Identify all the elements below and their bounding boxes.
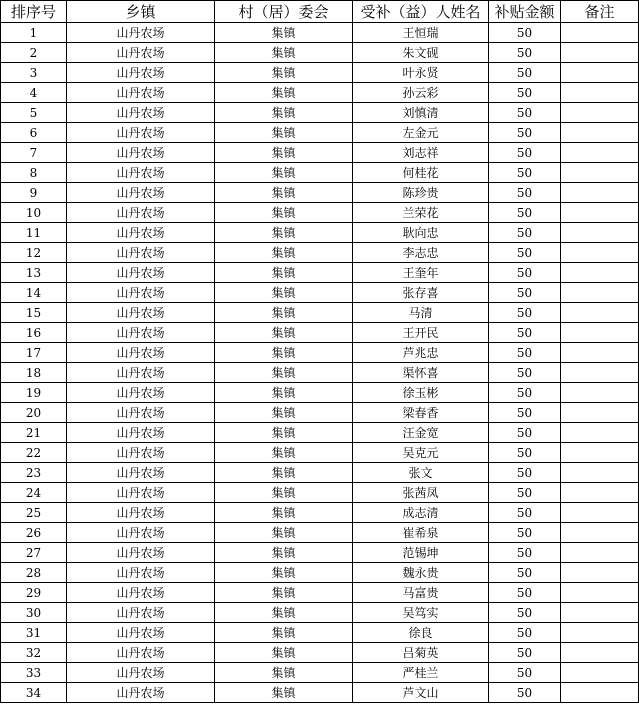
village-committee-cell: 集镇 [215,143,353,163]
remarks-cell [561,543,639,563]
subsidy-amount-cell: 50 [489,603,561,623]
table-row [1,683,639,703]
remarks-cell [561,183,639,203]
header-subsidy-amount: 补贴金额 [489,1,561,23]
subsidy-amount-cell: 50 [489,503,561,523]
recipient-name-cell: 马清 [353,303,489,323]
township-cell: 山丹农场 [67,243,215,263]
village-committee-cell: 集镇 [215,483,353,503]
village-committee-cell: 集镇 [215,123,353,143]
header-remarks: 备注 [561,1,639,23]
subsidy-amount-cell: 50 [489,203,561,223]
table-row [1,663,639,683]
header-row [1,1,639,23]
township-cell: 山丹农场 [67,503,215,523]
recipient-name-cell: 崔希泉 [353,523,489,543]
recipient-name-cell: 吴克元 [353,443,489,463]
table-row [1,563,639,583]
table-row [1,623,639,643]
subsidy-amount-cell: 50 [489,63,561,83]
table-row [1,243,639,263]
township-cell: 山丹农场 [67,363,215,383]
table-row [1,383,639,403]
serial-cell: 3 [1,63,67,83]
township-cell: 山丹农场 [67,283,215,303]
recipient-name-cell: 兰荣花 [353,203,489,223]
recipient-name-cell: 何桂花 [353,163,489,183]
remarks-cell [561,623,639,643]
subsidy-amount-cell: 50 [489,143,561,163]
remarks-cell [561,403,639,423]
subsidy-amount-cell: 50 [489,643,561,663]
recipient-name-cell: 陈珍贵 [353,183,489,203]
serial-cell: 27 [1,543,67,563]
table-row [1,203,639,223]
serial-cell: 15 [1,303,67,323]
table-row [1,303,639,323]
township-cell: 山丹农场 [67,63,215,83]
serial-cell: 23 [1,463,67,483]
subsidy-amount-cell: 50 [489,523,561,543]
remarks-cell [561,363,639,383]
remarks-cell [561,463,639,483]
table-row [1,83,639,103]
remarks-cell [561,203,639,223]
subsidy-amount-cell: 50 [489,443,561,463]
recipient-name-cell: 成志清 [353,503,489,523]
village-committee-cell: 集镇 [215,103,353,123]
serial-cell: 8 [1,163,67,183]
village-committee-cell: 集镇 [215,203,353,223]
table-row [1,363,639,383]
serial-cell: 17 [1,343,67,363]
village-committee-cell: 集镇 [215,323,353,343]
village-committee-cell: 集镇 [215,223,353,243]
remarks-cell [561,303,639,323]
remarks-cell [561,143,639,163]
township-cell: 山丹农场 [67,383,215,403]
remarks-cell [561,43,639,63]
township-cell: 山丹农场 [67,623,215,643]
township-cell: 山丹农场 [67,463,215,483]
township-cell: 山丹农场 [67,603,215,623]
remarks-cell [561,663,639,683]
table-row [1,163,639,183]
subsidy-amount-cell: 50 [489,283,561,303]
recipient-name-cell: 魏永贵 [353,563,489,583]
recipient-name-cell: 王恒瑞 [353,23,489,43]
remarks-cell [561,83,639,103]
village-committee-cell: 集镇 [215,83,353,103]
table-row [1,323,639,343]
recipient-name-cell: 徐玉彬 [353,383,489,403]
serial-cell: 18 [1,363,67,383]
subsidy-amount-cell: 50 [489,583,561,603]
serial-cell: 16 [1,323,67,343]
township-cell: 山丹农场 [67,23,215,43]
recipient-name-cell: 张文 [353,463,489,483]
recipient-name-cell: 汪金宽 [353,423,489,443]
table-row [1,423,639,443]
serial-cell: 30 [1,603,67,623]
village-committee-cell: 集镇 [215,183,353,203]
subsidy-amount-cell: 50 [489,103,561,123]
village-committee-cell: 集镇 [215,43,353,63]
subsidy-amount-cell: 50 [489,23,561,43]
recipient-name-cell: 王奎年 [353,263,489,283]
recipient-name-cell: 马富贵 [353,583,489,603]
township-cell: 山丹农场 [67,583,215,603]
village-committee-cell: 集镇 [215,543,353,563]
subsidy-amount-cell: 50 [489,383,561,403]
serial-cell: 11 [1,223,67,243]
subsidy-amount-cell: 50 [489,183,561,203]
village-committee-cell: 集镇 [215,523,353,543]
subsidy-amount-cell: 50 [489,363,561,383]
township-cell: 山丹农场 [67,443,215,463]
serial-cell: 25 [1,503,67,523]
recipient-name-cell: 吕菊英 [353,643,489,663]
remarks-cell [561,223,639,243]
township-cell: 山丹农场 [67,523,215,543]
serial-cell: 13 [1,263,67,283]
remarks-cell [561,283,639,303]
village-committee-cell: 集镇 [215,243,353,263]
township-cell: 山丹农场 [67,323,215,343]
remarks-cell [561,163,639,183]
remarks-cell [561,343,639,363]
township-cell: 山丹农场 [67,343,215,363]
village-committee-cell: 集镇 [215,423,353,443]
remarks-cell [561,423,639,443]
remarks-cell [561,383,639,403]
serial-cell: 24 [1,483,67,503]
township-cell: 山丹农场 [67,263,215,283]
subsidy-amount-cell: 50 [489,243,561,263]
serial-cell: 33 [1,663,67,683]
remarks-cell [561,103,639,123]
table-body [1,23,639,703]
township-cell: 山丹农场 [67,183,215,203]
table-row [1,343,639,363]
remarks-cell [561,583,639,603]
subsidy-amount-cell: 50 [489,163,561,183]
township-cell: 山丹农场 [67,103,215,123]
remarks-cell [561,443,639,463]
recipient-name-cell: 张茜凤 [353,483,489,503]
table-row [1,183,639,203]
village-committee-cell: 集镇 [215,163,353,183]
table-row [1,143,639,163]
serial-cell: 7 [1,143,67,163]
subsidy-amount-cell: 50 [489,563,561,583]
village-committee-cell: 集镇 [215,263,353,283]
serial-cell: 34 [1,683,67,703]
village-committee-cell: 集镇 [215,623,353,643]
township-cell: 山丹农场 [67,303,215,323]
recipient-name-cell: 张存喜 [353,283,489,303]
recipient-name-cell: 左金元 [353,123,489,143]
village-committee-cell: 集镇 [215,303,353,323]
remarks-cell [561,643,639,663]
serial-cell: 9 [1,183,67,203]
township-cell: 山丹农场 [67,83,215,103]
subsidy-amount-cell: 50 [489,683,561,703]
table-row [1,403,639,423]
header-village-committee: 村（居）委会 [215,1,353,23]
subsidy-amount-cell: 50 [489,423,561,443]
header-serial: 排序号 [1,1,67,23]
recipient-name-cell: 梁春香 [353,403,489,423]
remarks-cell [561,603,639,623]
remarks-cell [561,63,639,83]
header-recipient-name: 受补（益）人姓名 [353,1,489,23]
recipient-name-cell: 刘慎清 [353,103,489,123]
remarks-cell [561,323,639,343]
subsidy-amount-cell: 50 [489,403,561,423]
serial-cell: 5 [1,103,67,123]
serial-cell: 1 [1,23,67,43]
township-cell: 山丹农场 [67,143,215,163]
serial-cell: 20 [1,403,67,423]
subsidy-amount-cell: 50 [489,663,561,683]
recipient-name-cell: 耿向忠 [353,223,489,243]
subsidy-amount-cell: 50 [489,323,561,343]
recipient-name-cell: 渠怀喜 [353,363,489,383]
village-committee-cell: 集镇 [215,363,353,383]
serial-cell: 32 [1,643,67,663]
table-row [1,483,639,503]
remarks-cell [561,123,639,143]
township-cell: 山丹农场 [67,163,215,183]
table-row [1,643,639,663]
township-cell: 山丹农场 [67,543,215,563]
table-row [1,503,639,523]
township-cell: 山丹农场 [67,223,215,243]
village-committee-cell: 集镇 [215,643,353,663]
serial-cell: 14 [1,283,67,303]
recipient-name-cell: 朱文砚 [353,43,489,63]
remarks-cell [561,683,639,703]
serial-cell: 19 [1,383,67,403]
remarks-cell [561,263,639,283]
table-row [1,43,639,63]
table-row [1,63,639,83]
table-row [1,103,639,123]
serial-cell: 26 [1,523,67,543]
village-committee-cell: 集镇 [215,683,353,703]
serial-cell: 4 [1,83,67,103]
table-row [1,283,639,303]
remarks-cell [561,483,639,503]
recipient-name-cell: 孙云彩 [353,83,489,103]
village-committee-cell: 集镇 [215,563,353,583]
township-cell: 山丹农场 [67,423,215,443]
township-cell: 山丹农场 [67,663,215,683]
serial-cell: 28 [1,563,67,583]
table-row [1,583,639,603]
village-committee-cell: 集镇 [215,663,353,683]
recipient-name-cell: 芦文山 [353,683,489,703]
village-committee-cell: 集镇 [215,343,353,363]
recipient-name-cell: 芦兆忠 [353,343,489,363]
village-committee-cell: 集镇 [215,603,353,623]
remarks-cell [561,243,639,263]
village-committee-cell: 集镇 [215,583,353,603]
subsidy-amount-cell: 50 [489,343,561,363]
table-row [1,263,639,283]
table-row [1,223,639,243]
serial-cell: 31 [1,623,67,643]
village-committee-cell: 集镇 [215,443,353,463]
table-row [1,543,639,563]
recipient-name-cell: 李志忠 [353,243,489,263]
township-cell: 山丹农场 [67,43,215,63]
header-township: 乡镇 [67,1,215,23]
subsidy-amount-cell: 50 [489,123,561,143]
township-cell: 山丹农场 [67,563,215,583]
village-committee-cell: 集镇 [215,463,353,483]
recipient-name-cell: 吴笃实 [353,603,489,623]
table-row [1,23,639,43]
table-row [1,603,639,623]
remarks-cell [561,23,639,43]
subsidy-amount-cell: 50 [489,263,561,283]
recipient-name-cell: 徐良 [353,623,489,643]
subsidy-amount-cell: 50 [489,483,561,503]
township-cell: 山丹农场 [67,643,215,663]
serial-cell: 2 [1,43,67,63]
recipient-name-cell: 范锡坤 [353,543,489,563]
remarks-cell [561,563,639,583]
village-committee-cell: 集镇 [215,503,353,523]
subsidy-amount-cell: 50 [489,43,561,63]
subsidy-amount-cell: 50 [489,83,561,103]
subsidy-amount-cell: 50 [489,223,561,243]
township-cell: 山丹农场 [67,683,215,703]
subsidy-amount-cell: 50 [489,303,561,323]
village-committee-cell: 集镇 [215,283,353,303]
township-cell: 山丹农场 [67,123,215,143]
serial-cell: 10 [1,203,67,223]
serial-cell: 21 [1,423,67,443]
table-row [1,463,639,483]
village-committee-cell: 集镇 [215,63,353,83]
remarks-cell [561,503,639,523]
table-row [1,123,639,143]
village-committee-cell: 集镇 [215,383,353,403]
serial-cell: 6 [1,123,67,143]
township-cell: 山丹农场 [67,483,215,503]
table-row [1,523,639,543]
remarks-cell [561,523,639,543]
serial-cell: 12 [1,243,67,263]
recipient-name-cell: 王开民 [353,323,489,343]
serial-cell: 22 [1,443,67,463]
serial-cell: 29 [1,583,67,603]
subsidy-amount-cell: 50 [489,623,561,643]
village-committee-cell: 集镇 [215,23,353,43]
township-cell: 山丹农场 [67,403,215,423]
village-committee-cell: 集镇 [215,403,353,423]
recipient-name-cell: 叶永贤 [353,63,489,83]
subsidy-amount-cell: 50 [489,543,561,563]
recipient-name-cell: 严桂兰 [353,663,489,683]
subsidy-amount-cell: 50 [489,463,561,483]
township-cell: 山丹农场 [67,203,215,223]
table-row [1,443,639,463]
recipient-name-cell: 刘志祥 [353,143,489,163]
